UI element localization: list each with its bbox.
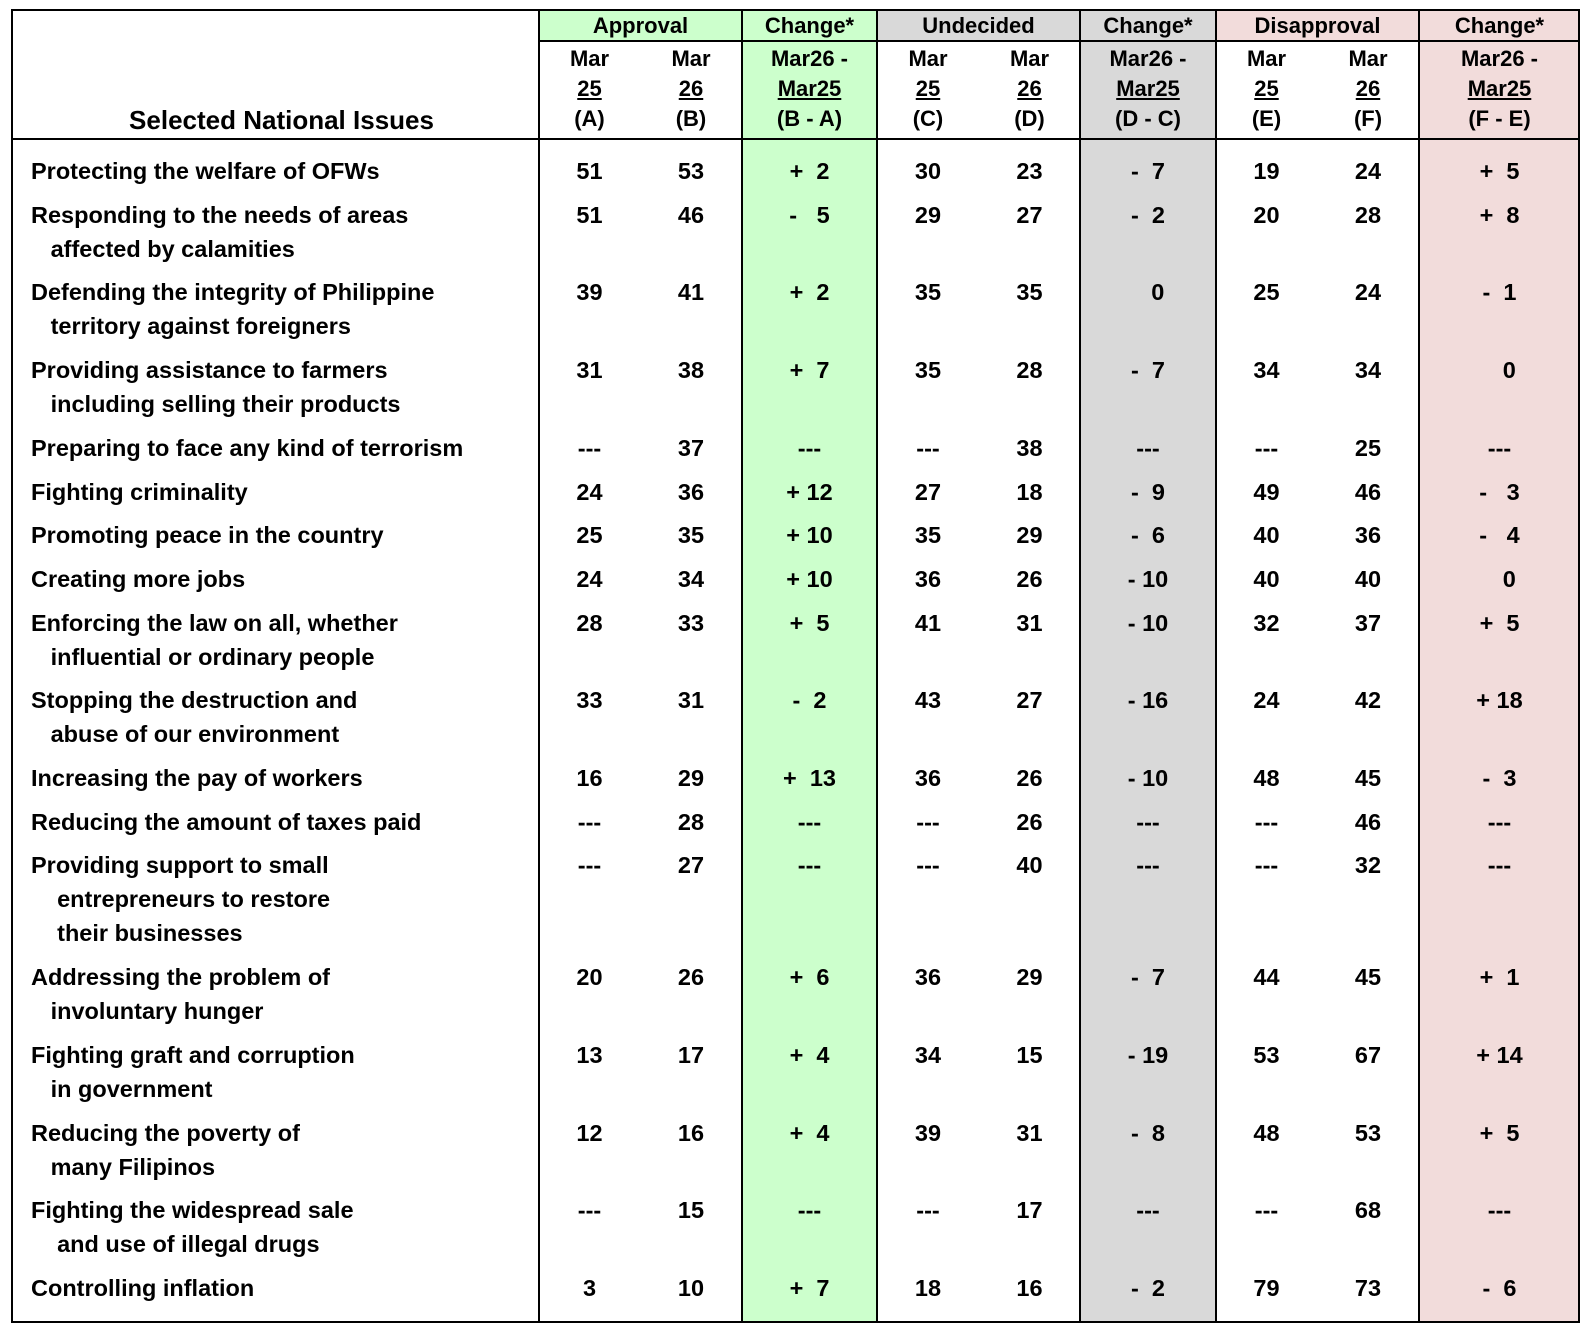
data-cell: - 3 bbox=[1482, 765, 1517, 791]
data-cell: --- bbox=[1487, 808, 1512, 835]
data-cell: 41 bbox=[677, 279, 705, 306]
subheader-line: Mar25 bbox=[777, 76, 842, 101]
data-cell: 30 bbox=[914, 158, 942, 184]
subheader-line: Mar25 bbox=[1467, 76, 1532, 101]
data-cell: 36 bbox=[914, 565, 942, 592]
issue-label: in government bbox=[31, 1075, 213, 1102]
data-cell: 13 bbox=[576, 1041, 603, 1068]
data-cell: 32 bbox=[1354, 852, 1382, 879]
data-cell: 33 bbox=[677, 609, 705, 636]
data-cell: 0 bbox=[1483, 357, 1516, 384]
issue-label: Stopping the destruction and bbox=[31, 687, 358, 714]
data-cell: 15 bbox=[677, 1197, 705, 1224]
data-cell: --- bbox=[797, 852, 822, 879]
data-cell: --- bbox=[1136, 808, 1160, 835]
subheader-line: (E) bbox=[1251, 106, 1282, 131]
subheader-line: 26 bbox=[1017, 76, 1042, 101]
issue-label: Fighting the widespread sale bbox=[31, 1197, 354, 1224]
issue-label: affected by calamities bbox=[31, 235, 295, 262]
data-cell: + 5 bbox=[1479, 1119, 1520, 1146]
issue-label: entrepreneurs to restore bbox=[31, 886, 331, 913]
data-cell: 25 bbox=[576, 522, 603, 549]
subheader-line: 25 bbox=[915, 76, 941, 101]
data-cell: 26 bbox=[677, 964, 705, 991]
data-cell: 16 bbox=[1016, 1274, 1043, 1301]
issue-label: Reducing the amount of taxes paid bbox=[31, 808, 422, 835]
data-cell: - 10 bbox=[1127, 565, 1169, 592]
issue-label: and use of illegal drugs bbox=[31, 1231, 320, 1258]
issue-label: Addressing the problem of bbox=[31, 964, 330, 991]
data-cell: 37 bbox=[1354, 609, 1382, 636]
data-cell: 25 bbox=[1354, 434, 1382, 461]
issue-label: their businesses bbox=[31, 920, 243, 947]
data-cell: + 4 bbox=[789, 1041, 830, 1068]
data-cell: - 6 bbox=[1131, 522, 1165, 549]
data-cell: 24 bbox=[576, 565, 603, 592]
group-header: Change* bbox=[1103, 13, 1193, 38]
column-subheader bbox=[877, 41, 979, 139]
column-subheader bbox=[1216, 41, 1317, 139]
subheader-line: (F - E) bbox=[1468, 106, 1531, 131]
data-cell: 34 bbox=[1354, 357, 1382, 384]
data-cell: 46 bbox=[1354, 478, 1382, 505]
data-cell: 40 bbox=[1253, 522, 1280, 549]
data-cell: + 4 bbox=[789, 1119, 830, 1146]
data-cell: - 10 bbox=[1127, 609, 1169, 636]
subheader-line: Mar bbox=[1348, 46, 1388, 71]
subheader-line: Mar bbox=[671, 46, 711, 71]
column-subheader bbox=[1080, 41, 1216, 139]
issue-label: involuntary hunger bbox=[31, 998, 264, 1025]
data-cell: 26 bbox=[1016, 808, 1043, 835]
data-cell: 29 bbox=[914, 201, 942, 228]
data-cell: + 7 bbox=[789, 1274, 830, 1301]
data-cell: 27 bbox=[1016, 201, 1043, 228]
data-cell: 48 bbox=[1253, 765, 1280, 791]
issue-label: Reducing the poverty of bbox=[31, 1119, 300, 1146]
data-cell: 24 bbox=[1354, 158, 1382, 184]
data-cell: 31 bbox=[677, 687, 705, 714]
subheader-line: (D) bbox=[1014, 106, 1045, 131]
data-cell: - 16 bbox=[1127, 687, 1169, 714]
data-cell: 53 bbox=[677, 158, 705, 184]
issue-label: Promoting peace in the country bbox=[31, 522, 384, 549]
issue-label: Enforcing the law on all, whether bbox=[31, 609, 398, 636]
data-cell: 3 bbox=[582, 1274, 597, 1301]
subheader-line: (D - C) bbox=[1115, 106, 1181, 131]
issues-table bbox=[11, 9, 1580, 1323]
data-cell: --- bbox=[1136, 434, 1160, 461]
data-cell: 12 bbox=[576, 1119, 603, 1146]
subheader-line: Mar26 - bbox=[1109, 46, 1187, 71]
issue-label: Fighting criminality bbox=[31, 478, 248, 505]
data-cell: + 18 bbox=[1476, 687, 1523, 714]
subheader-line: (F) bbox=[1353, 106, 1383, 131]
data-cell: 39 bbox=[576, 279, 603, 306]
data-cell: 29 bbox=[1016, 964, 1043, 991]
subheader-line: 26 bbox=[1355, 76, 1381, 101]
data-cell: 28 bbox=[1016, 357, 1043, 384]
data-cell: 34 bbox=[914, 1041, 942, 1068]
data-cell: 73 bbox=[1354, 1274, 1382, 1301]
subheader-line: (B - A) bbox=[776, 106, 843, 131]
data-cell: --- bbox=[1487, 434, 1512, 461]
data-cell: 45 bbox=[1354, 964, 1382, 991]
issue-label: Controlling inflation bbox=[31, 1274, 255, 1301]
data-cell: - 3 bbox=[1479, 478, 1520, 505]
subheader-line: Mar bbox=[1246, 46, 1287, 71]
group-header: Change* bbox=[1454, 13, 1545, 38]
data-cell: - 6 bbox=[1482, 1274, 1517, 1301]
data-cell: - 7 bbox=[1131, 357, 1165, 384]
data-cell: --- bbox=[1487, 1197, 1512, 1224]
data-cell: 31 bbox=[576, 357, 603, 384]
data-cell: - 7 bbox=[1131, 158, 1165, 184]
data-cell: 34 bbox=[677, 565, 705, 592]
column-subheader bbox=[979, 41, 1080, 139]
data-cell: 19 bbox=[1253, 158, 1280, 184]
data-cell: 51 bbox=[576, 158, 603, 184]
data-cell: --- bbox=[1254, 434, 1279, 461]
data-cell: 53 bbox=[1253, 1041, 1280, 1068]
subheader-line: (C) bbox=[912, 106, 944, 131]
issue-label: Increasing the pay of workers bbox=[31, 765, 363, 791]
data-cell: - 10 bbox=[1127, 765, 1169, 791]
issue-label: influential or ordinary people bbox=[31, 643, 375, 670]
subheader-line: Mar25 bbox=[1116, 76, 1180, 101]
issue-label: Protecting the welfare of OFWs bbox=[31, 158, 380, 184]
subheader-line: 25 bbox=[1254, 76, 1279, 101]
subheader-line: (A) bbox=[574, 106, 605, 131]
data-cell: 46 bbox=[677, 201, 705, 228]
data-cell: --- bbox=[1136, 852, 1160, 879]
issue-label: territory against foreigners bbox=[31, 313, 351, 340]
data-cell: 10 bbox=[677, 1274, 705, 1301]
data-cell: 37 bbox=[677, 434, 705, 461]
data-cell: 17 bbox=[1016, 1197, 1043, 1224]
data-cell: 26 bbox=[1016, 565, 1043, 592]
data-cell: - 19 bbox=[1127, 1041, 1169, 1068]
data-cell: 28 bbox=[576, 609, 603, 636]
data-cell: --- bbox=[797, 808, 822, 835]
subheader-line: Mar bbox=[908, 46, 948, 71]
issue-label: Providing support to small bbox=[31, 852, 329, 879]
data-cell: - 5 bbox=[789, 201, 830, 228]
data-cell: 45 bbox=[1354, 765, 1382, 791]
data-cell: + 7 bbox=[789, 357, 830, 384]
group-header: Disapproval bbox=[1254, 13, 1381, 38]
data-cell: 23 bbox=[1016, 158, 1043, 184]
data-cell: 51 bbox=[576, 201, 603, 228]
data-cell: --- bbox=[797, 434, 822, 461]
data-cell: 0 bbox=[1483, 565, 1516, 592]
data-cell: --- bbox=[916, 1197, 940, 1224]
data-cell: 53 bbox=[1354, 1119, 1382, 1146]
data-cell: 46 bbox=[1354, 808, 1382, 835]
data-cell: + 2 bbox=[789, 279, 830, 306]
data-cell: 35 bbox=[1016, 279, 1043, 306]
subheader-line: Mar26 - bbox=[770, 46, 849, 71]
data-cell: --- bbox=[577, 434, 602, 461]
data-cell: --- bbox=[916, 852, 940, 879]
data-cell: - 9 bbox=[1131, 478, 1165, 505]
data-cell: 16 bbox=[576, 765, 603, 791]
data-cell: --- bbox=[577, 1197, 602, 1224]
column-subheader bbox=[539, 41, 640, 139]
data-cell: --- bbox=[1254, 808, 1279, 835]
data-cell: --- bbox=[916, 808, 940, 835]
data-cell: 24 bbox=[1354, 279, 1382, 306]
subheader-line: (B) bbox=[675, 106, 707, 131]
subheader-line: Mar bbox=[1009, 46, 1050, 71]
data-cell: 31 bbox=[1016, 609, 1043, 636]
data-cell: 17 bbox=[677, 1041, 705, 1068]
data-cell: - 7 bbox=[1131, 964, 1165, 991]
data-cell: 29 bbox=[677, 765, 705, 791]
data-cell: --- bbox=[1254, 1197, 1279, 1224]
issue-label: Creating more jobs bbox=[31, 565, 246, 592]
table-title: Selected National Issues bbox=[129, 105, 434, 135]
issue-label: Defending the integrity of Philippine bbox=[31, 279, 435, 306]
data-cell: - 1 bbox=[1482, 279, 1517, 306]
data-cell: 43 bbox=[914, 687, 942, 714]
data-cell: 25 bbox=[1253, 279, 1280, 306]
data-cell: 18 bbox=[1016, 478, 1043, 505]
group-header: Change* bbox=[764, 13, 855, 38]
issue-label: including selling their products bbox=[31, 391, 401, 418]
data-cell: 24 bbox=[1253, 687, 1280, 714]
data-cell: 44 bbox=[1253, 964, 1280, 991]
data-cell: --- bbox=[1136, 1197, 1160, 1224]
data-cell: 38 bbox=[1016, 434, 1043, 461]
issue-label: Fighting graft and corruption bbox=[31, 1041, 355, 1068]
data-cell: 36 bbox=[914, 964, 942, 991]
data-cell: + 5 bbox=[1479, 609, 1520, 636]
data-cell: - 8 bbox=[1131, 1119, 1165, 1146]
data-cell: 20 bbox=[1253, 201, 1280, 228]
data-cell: 0 bbox=[1131, 279, 1165, 306]
data-cell: --- bbox=[1487, 852, 1512, 879]
data-cell: 36 bbox=[914, 765, 942, 791]
data-cell: 79 bbox=[1253, 1274, 1280, 1301]
data-cell: --- bbox=[577, 808, 602, 835]
data-cell: 18 bbox=[914, 1274, 942, 1301]
data-cell: 34 bbox=[1253, 357, 1280, 384]
data-cell: 48 bbox=[1253, 1119, 1280, 1146]
data-cell: 67 bbox=[1354, 1041, 1382, 1068]
data-cell: 40 bbox=[1253, 565, 1280, 592]
data-cell: 35 bbox=[677, 522, 705, 549]
group-header: Undecided bbox=[922, 13, 1035, 38]
column-subheader bbox=[1419, 41, 1580, 139]
data-cell: 31 bbox=[1016, 1119, 1043, 1146]
group-header: Approval bbox=[592, 13, 689, 38]
data-cell: 20 bbox=[576, 964, 603, 991]
data-cell: - 2 bbox=[1131, 201, 1165, 228]
data-cell: 40 bbox=[1016, 852, 1043, 879]
data-cell: 49 bbox=[1253, 478, 1280, 505]
issue-label: abuse of our environment bbox=[31, 721, 340, 748]
subheader-line: 25 bbox=[577, 76, 602, 101]
data-cell: --- bbox=[916, 434, 940, 461]
data-cell: + 2 bbox=[789, 158, 830, 184]
data-cell: - 2 bbox=[1131, 1274, 1165, 1301]
data-cell: 36 bbox=[677, 478, 705, 505]
data-cell: + 6 bbox=[789, 964, 830, 991]
data-cell: 38 bbox=[677, 357, 705, 384]
data-cell: 35 bbox=[914, 522, 942, 549]
data-cell: 42 bbox=[1354, 687, 1382, 714]
data-cell: 41 bbox=[914, 609, 942, 636]
issue-label: Responding to the needs of areas bbox=[31, 201, 409, 228]
issue-label: Providing assistance to farmers bbox=[31, 357, 388, 384]
issue-label: many Filipinos bbox=[31, 1153, 216, 1180]
subheader-line: Mar bbox=[569, 46, 610, 71]
column-subheader bbox=[742, 41, 877, 139]
data-cell: 36 bbox=[1354, 522, 1382, 549]
data-cell: + 12 bbox=[786, 478, 833, 505]
data-cell: + 10 bbox=[786, 522, 833, 549]
data-cell: 28 bbox=[1354, 201, 1382, 228]
column-subheader bbox=[1317, 41, 1419, 139]
data-cell: 27 bbox=[1016, 687, 1043, 714]
data-cell: - 2 bbox=[792, 687, 827, 714]
data-cell: 16 bbox=[677, 1119, 705, 1146]
data-cell: --- bbox=[1254, 852, 1279, 879]
data-cell: + 10 bbox=[786, 565, 833, 592]
data-cell: - 4 bbox=[1479, 522, 1520, 549]
column-subheader bbox=[640, 41, 742, 139]
data-cell: 27 bbox=[914, 478, 942, 505]
data-cell: 39 bbox=[914, 1119, 942, 1146]
subheader-line: 26 bbox=[678, 76, 704, 101]
data-cell: + 8 bbox=[1479, 201, 1520, 228]
data-cell: 32 bbox=[1253, 609, 1280, 636]
data-cell: + 14 bbox=[1476, 1041, 1523, 1068]
data-cell: 40 bbox=[1354, 565, 1382, 592]
data-cell: 28 bbox=[677, 808, 705, 835]
data-cell: 68 bbox=[1354, 1197, 1382, 1224]
data-cell: 29 bbox=[1016, 522, 1043, 549]
data-cell: 35 bbox=[914, 279, 942, 306]
issue-label: Preparing to face any kind of terrorism bbox=[31, 434, 464, 461]
data-cell: 26 bbox=[1016, 765, 1043, 791]
data-cell: --- bbox=[577, 852, 602, 879]
data-cell: 24 bbox=[576, 478, 603, 505]
data-cell: 15 bbox=[1016, 1041, 1043, 1068]
subheader-line: Mar26 - bbox=[1460, 46, 1539, 71]
data-cell: --- bbox=[797, 1197, 822, 1224]
data-cell: 35 bbox=[914, 357, 942, 384]
data-cell: 27 bbox=[677, 852, 705, 879]
data-cell: + 13 bbox=[783, 765, 836, 791]
data-cell: + 1 bbox=[1479, 964, 1520, 991]
data-cell: 33 bbox=[576, 687, 603, 714]
data-cell: + 5 bbox=[1479, 158, 1520, 184]
data-cell: + 5 bbox=[789, 609, 830, 636]
